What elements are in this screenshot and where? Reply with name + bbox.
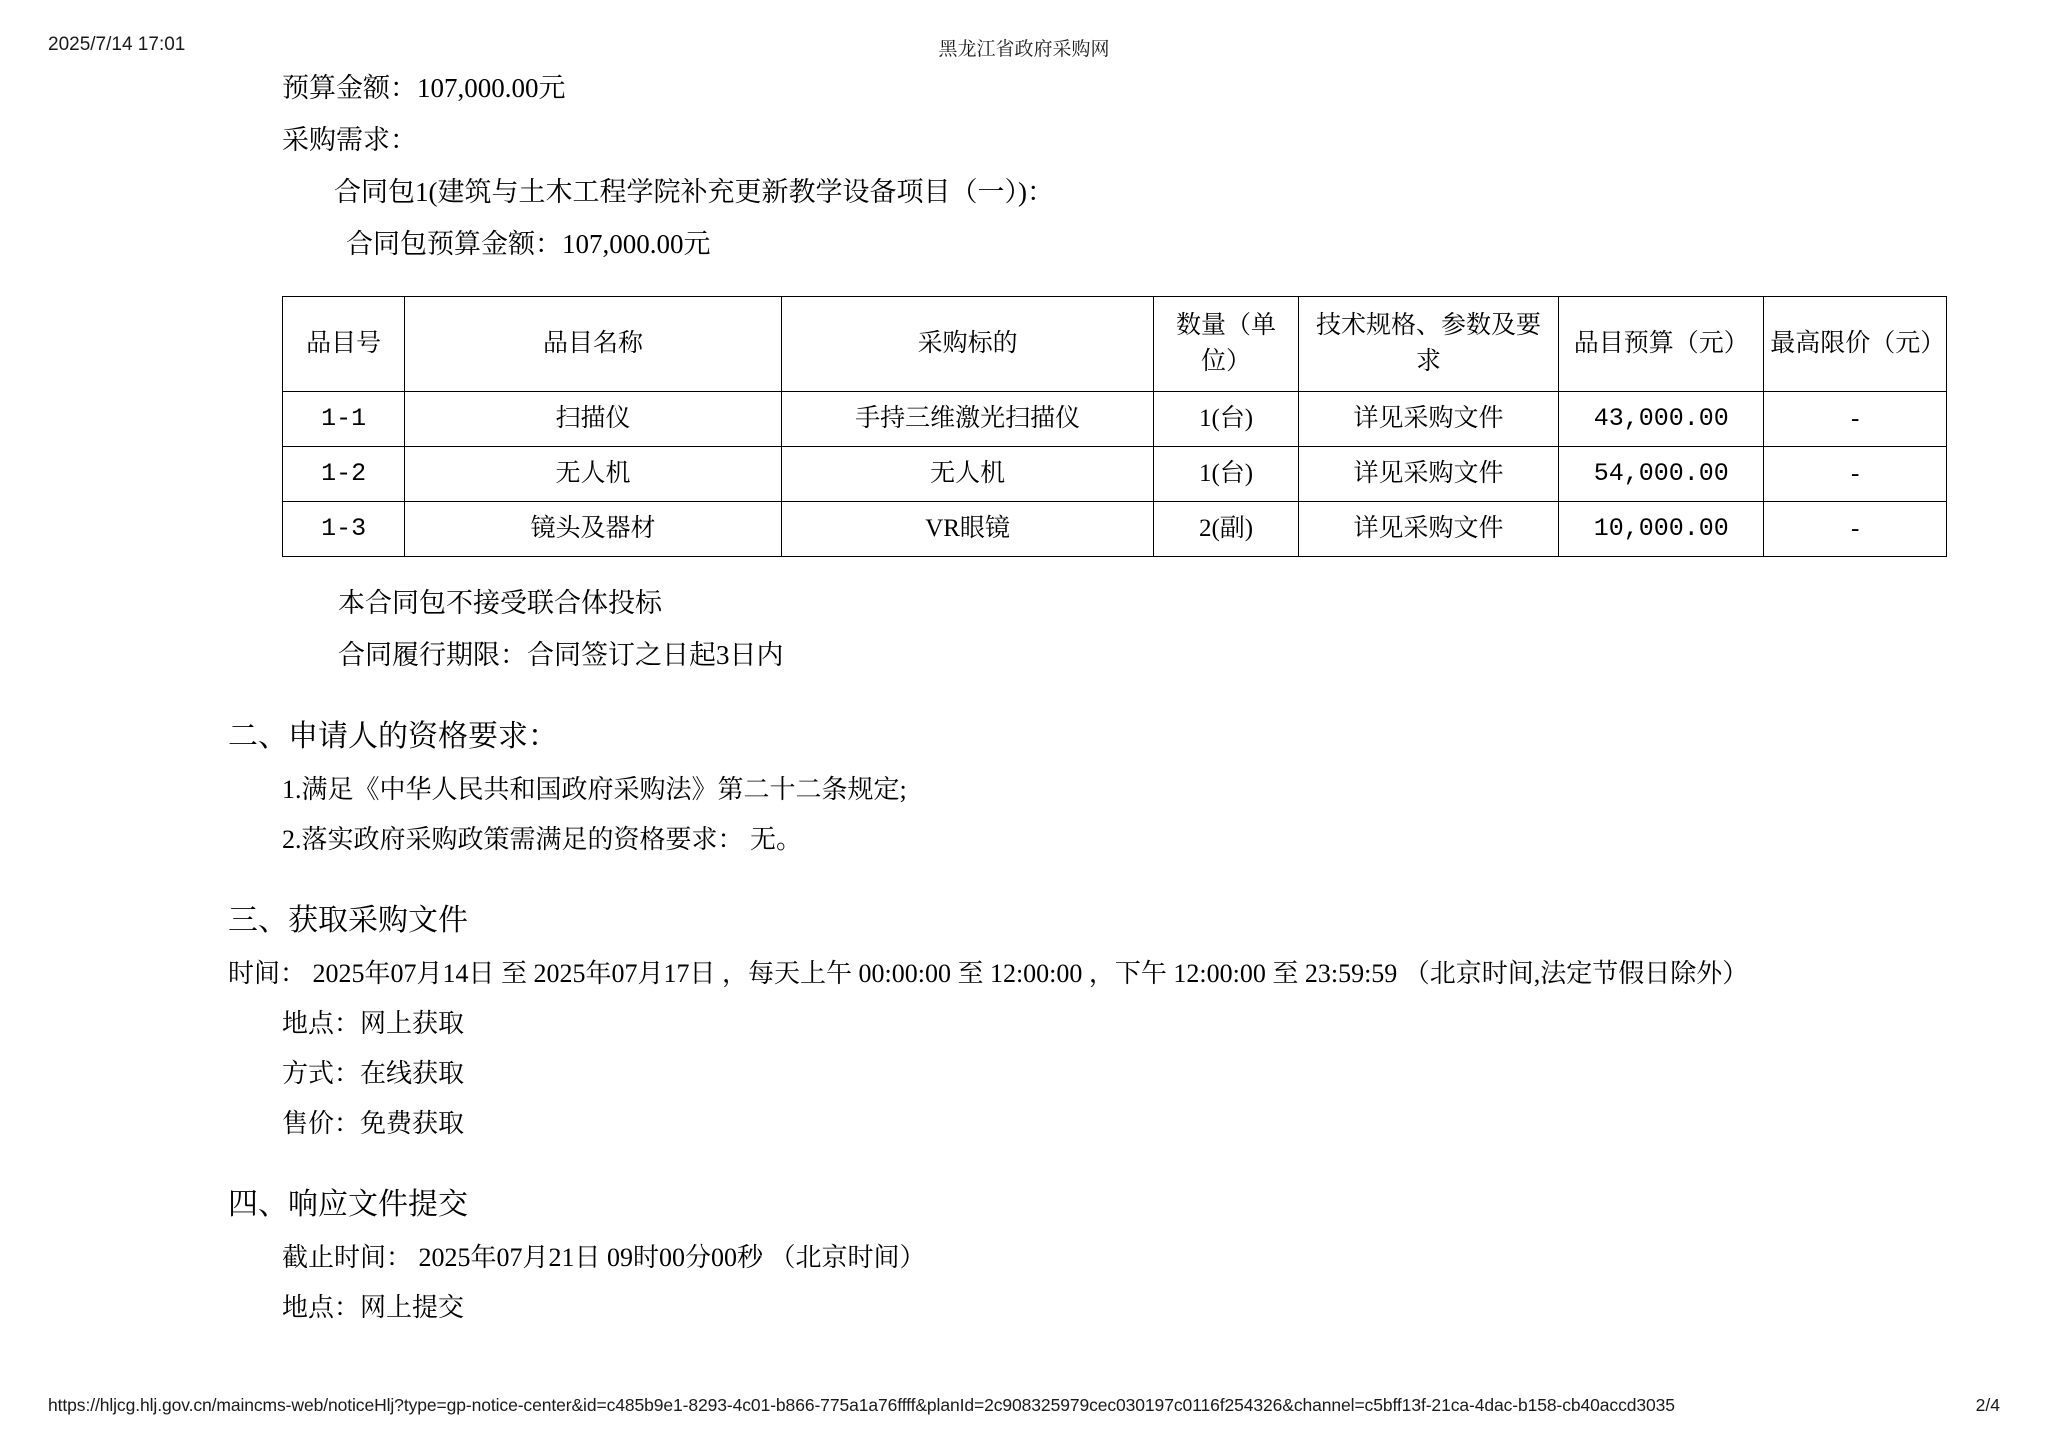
no-consortium-line: 本合同包不接受联合体投标 <box>338 588 662 618</box>
qualification-item-2: 2.落实政府采购政策需满足的资格要求： 无。 <box>282 825 803 854</box>
performance-period-line: 合同履行期限：合同签订之日起3日内 <box>338 640 784 670</box>
qualification-item-1: 1.满足《中华人民共和国政府采购法》第二十二条规定; <box>282 775 907 804</box>
col-header-price-cap: 最高限价（元） <box>1764 297 1947 392</box>
document-acquire-method: 方式：在线获取 <box>282 1059 465 1088</box>
package-title: 合同包1(建筑与土木工程学院补充更新教学设备项目（一）)： <box>334 177 1054 207</box>
cell-target: 手持三维激光扫描仪 <box>781 392 1154 447</box>
col-header-item-no: 品目号 <box>283 297 405 392</box>
document-acquire-place: 地点：网上获取 <box>282 1009 465 1038</box>
source-url: https://hljcg.hlj.gov.cn/maincms-web/noticeHlj?type=gp-notice-center&id=c485b9e1-8293-4c01-b866-775a1a76ffff&planId=2c908325979cec030197c0116f254326&channel=c5bff13f-21ca-4dac-b158-cb40accd3035 <box>48 1395 1675 1415</box>
cell-item-no: 1-2 <box>283 447 405 502</box>
print-footer <box>0 1395 2048 1419</box>
print-header <box>0 34 2048 60</box>
col-header-budget: 品目预算（元） <box>1559 297 1764 392</box>
col-header-target: 采购标的 <box>781 297 1154 392</box>
cell-quantity: 2(副) <box>1154 502 1298 557</box>
document-acquire-price: 售价：免费获取 <box>282 1109 465 1138</box>
cell-item-no: 1-1 <box>283 392 405 447</box>
procurement-requirement-label: 采购需求： <box>282 125 417 155</box>
table-row <box>283 392 1947 447</box>
cell-quantity: 1(台) <box>1154 392 1298 447</box>
document-body <box>0 62 2048 1333</box>
cell-spec: 详见采购文件 <box>1298 447 1559 502</box>
cell-price-cap: - <box>1764 447 1947 502</box>
cell-item-no: 1-3 <box>283 502 405 557</box>
cell-target: 无人机 <box>781 447 1154 502</box>
site-title: 黑龙江省政府采购网 <box>938 39 1110 60</box>
cell-spec: 详见采购文件 <box>1298 502 1559 557</box>
cell-budget: 10,000.00 <box>1559 502 1764 557</box>
cell-spec: 详见采购文件 <box>1298 392 1559 447</box>
cell-item-name: 镜头及器材 <box>405 502 782 557</box>
package-budget-amount: 合同包预算金额：107,000.00元 <box>346 229 711 259</box>
col-header-quantity: 数量（单位） <box>1154 297 1298 392</box>
procurement-items-table <box>282 296 1947 557</box>
cell-item-name: 扫描仪 <box>405 392 782 447</box>
cell-price-cap: - <box>1764 502 1947 557</box>
table-row <box>283 447 1947 502</box>
col-header-item-name: 品目名称 <box>405 297 782 392</box>
response-deadline: 截止时间： 2025年07月21日 09时00分00秒 （北京时间） <box>282 1243 926 1272</box>
page-number: 2/4 <box>1975 1395 2000 1415</box>
cell-quantity: 1(台) <box>1154 447 1298 502</box>
cell-budget: 54,000.00 <box>1559 447 1764 502</box>
table-row <box>283 502 1947 557</box>
section-two-heading: 二、申请人的资格要求： <box>228 720 558 753</box>
table-header-row <box>283 297 1947 392</box>
document-acquire-time: 时间： 2025年07月14日 至 2025年07月17日 ，每天上午 00:00:00 至 12:00:00 ，下午 12:00:00 至 23:59:59 （北京时间,法定节假日除外） <box>228 959 1749 988</box>
col-header-spec: 技术规格、参数及要求 <box>1298 297 1559 392</box>
cell-target: VR眼镜 <box>781 502 1154 557</box>
cell-item-name: 无人机 <box>405 447 782 502</box>
cell-budget: 43,000.00 <box>1559 392 1764 447</box>
section-four-heading: 四、响应文件提交 <box>228 1188 468 1221</box>
section-three-heading: 三、获取采购文件 <box>228 904 468 937</box>
print-date: 2025/7/14 17:01 <box>48 34 186 55</box>
cell-price-cap: - <box>1764 392 1947 447</box>
budget-amount-line: 预算金额：107,000.00元 <box>282 73 566 103</box>
response-place: 地点：网上提交 <box>282 1293 465 1322</box>
